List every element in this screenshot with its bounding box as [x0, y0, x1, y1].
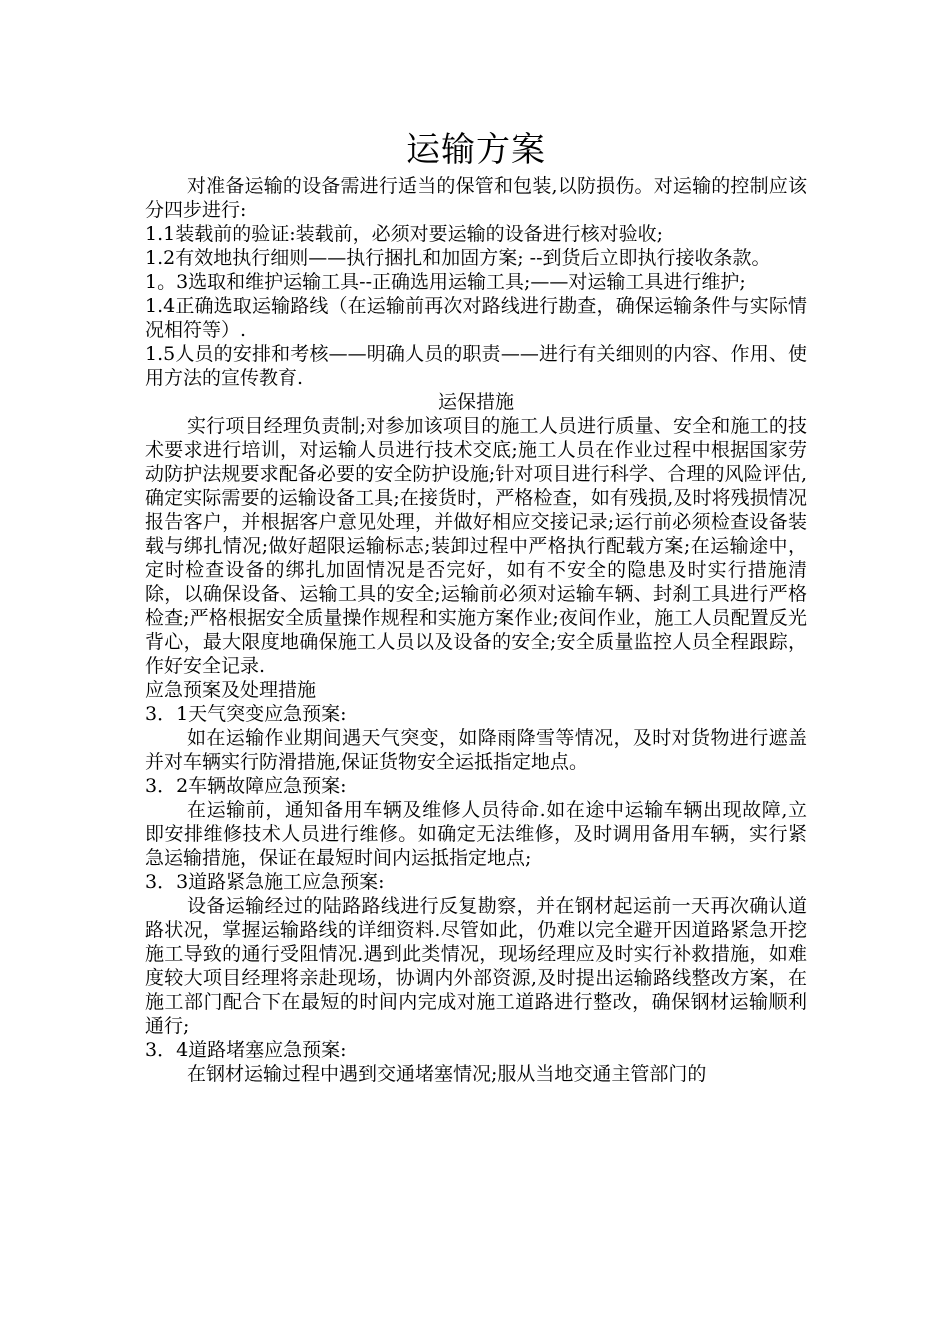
step-1-4-paragraph: 1.4正确选取运输路线（在运输前再次对路线进行勘查，确保运输条件与实际情况相符等）. — [145, 295, 807, 341]
step-1-2-paragraph: 1.2有效地执行细则——执行捆扎和加固方案; --到货后立即执行接收条款。 — [145, 247, 771, 269]
section-heading-emergency: 应急预案及处理措施 — [145, 679, 317, 701]
vehicle-fault-paragraph: 在运输前，通知备用车辆及维修人员待命.如在途中运输车辆出现故障,立即安排维修技术人员进行维修。如确定无法维修，及时调用备用车辆，实行紧急运输措施，保证在最短时间内运抵指定地点; — [145, 799, 807, 869]
road-block-paragraph: 在钢材运输过程中遇到交通堵塞情况;服从当地交通主管部门的 — [187, 1063, 707, 1085]
step-1-1-paragraph: 1.1装载前的验证:装载前，必须对要运输的设备进行核对验收; — [145, 223, 664, 245]
document-title: 运输方案 — [406, 130, 546, 170]
section-heading-protection: 运保措施 — [437, 391, 514, 413]
document-page — [145, 126, 807, 1086]
document-body — [145, 174, 807, 1086]
step-1-5-paragraph: 1.5人员的安排和考核——明确人员的职责——进行有关细则的内容、作用、使用方法的宣传教育. — [145, 343, 807, 389]
weather-plan-paragraph: 如在运输作业期间遇天气突变，如降雨降雪等情况，及时对货物进行遮盖并对车辆实行防滑措施,保证货物安全运抵指定地点。 — [145, 727, 807, 773]
protection-measures-paragraph: 实行项目经理负责制;对参加该项目的施工人员进行质量、安全和施工的技术要求进行培训，对运输人员进行技术交底;施工人员在作业过程中根据国家劳动防护法规要求配备必要的安全防护设施;针对项目进行科学、合理的风险评估,确定实际需要的运输设备工具;在接货时，严格检查，如有残损,及时将残损情况报告客户，并根据客户意见处理，并做好相应交接记录;运行前必须检查设备装载与绑扎情况;做好超限运输标志;装卸过程中严格执行配载方案;在运输途中，定时检查设备的绑扎加固情况是否完好，如有不安全的隐患及时实行措施清除，以确保设备、运输工具的安全;运输前必须对运输车辆、封刹工具进行严格检查;严格根据安全质量操作规程和实施方案作业;夜间作业，施工人员配置反光背心，最大限度地确保施工人员以及设备的安全;安全质量监控人员全程跟踪，作好安全记录. — [145, 415, 807, 677]
step-1-3-paragraph: 1。3选取和维护运输工具--正确选用运输工具;——对运输工具进行维护; — [145, 271, 746, 293]
subheading-3-1: 3．1天气突变应急预案: — [145, 703, 347, 725]
subheading-3-3: 3．3道路紧急施工应急预案: — [145, 871, 385, 893]
road-construction-paragraph: 设备运输经过的陆路路线进行反复勘察，并在钢材起运前一天再次确认道路状况，掌握运输路线的详细资料.尽管如此，仍难以完全避开因道路紧急开挖施工导致的通行受阻情况.遇到此类情况，现场经理应及时实行补救措施，如难度较大项目经理将亲赴现场，协调内外部资源,及时提出运输路线整改方案，在施工部门配合下在最短的时间内完成对施工道路进行整改，确保钢材运输顺利通行; — [145, 895, 807, 1037]
subheading-3-2: 3．2车辆故障应急预案: — [145, 775, 347, 797]
intro-paragraph: 对准备运输的设备需进行适当的保管和包装,以防损伤。对运输的控制应该分四步进行: — [145, 175, 807, 221]
subheading-3-4: 3．4道路堵塞应急预案: — [145, 1039, 347, 1061]
